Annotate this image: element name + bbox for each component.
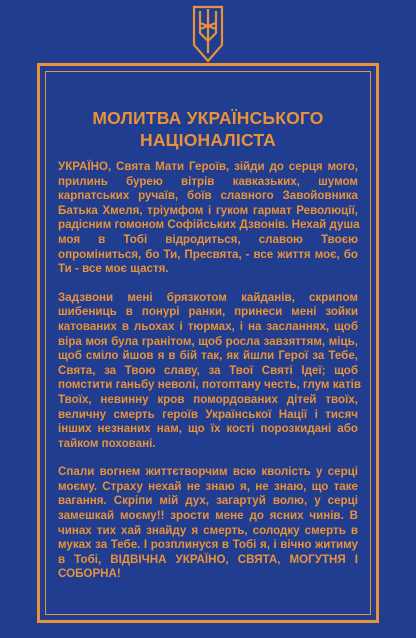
- prayer-line: Ти - все моє щастя.: [58, 262, 169, 276]
- title-line: НАЦІОНАЛІСТА: [140, 130, 276, 150]
- prayer-line: муках за Тебе. І розплинуся в Тобі я, і вічно житиму: [58, 538, 358, 552]
- prayer-line: замешкай моєму!! зрости мене до ясних чинів. В: [58, 509, 358, 523]
- prayer-line: Твоїх, невинну кров помордованих дітей твоїх,: [58, 392, 358, 406]
- prayer-line: інших незнаних нам, що їх кості порозкидані або: [58, 422, 358, 436]
- page-title: [55, 107, 361, 151]
- prayer-line: тайком поховані.: [58, 436, 156, 450]
- prayer-line: прилинь бурею вітрів кавказьких, шумом: [58, 174, 358, 188]
- prayer-paragraph: [58, 160, 358, 277]
- prayer-line: помстити ганьбу неволі, потоптану честь, глум катів: [58, 378, 362, 392]
- prayer-line: віра моя була гранітом, щоб росла завзяттям, міць,: [58, 334, 358, 348]
- prayer-line: вагання. Скріпи мій дух, загартуй волю, у серці: [58, 494, 358, 508]
- prayer-line: моя в Тобі відродиться, славою Твоєю: [58, 232, 358, 246]
- prayer-line: в Тобі, ВІДВІЧНА УКРАЇНО, СВЯТА, МОГУТНЯ І: [58, 552, 358, 566]
- prayer-paragraph: [58, 465, 358, 582]
- prayer-line: опроміниться, бо Ти, Пресвята, - все життя моє, бо: [58, 247, 358, 261]
- prayer-line: шибениць в понурі ранки, принеси мені зойки: [58, 305, 358, 319]
- prayer-line: УКРАЇНО, Свята Мати Героїв, зійди до серця мого,: [58, 160, 358, 173]
- prayer-line: щоб сміло йшов я в бій так, як йшли Герої за Тебе,: [58, 349, 358, 363]
- prayer-line: чинах тих хай знайду я смерть, солодку смерть в: [58, 523, 358, 537]
- prayer-line: СОБОРНА!: [58, 567, 121, 581]
- prayer-line: моєму. Страху нехай не знаю я, не знаю, що таке: [58, 479, 358, 493]
- prayer-line: Спали вогнем життєтворчим всю кволість у серці: [58, 465, 358, 479]
- prayer-line: карпатських ручаїв, боїв славного Завойовника: [58, 189, 358, 203]
- prayer-line: величну смерть героїв Української Нації і тисяч: [58, 407, 358, 421]
- prayer-line: радісним гомоном Софійських Дзвонів. Нехай душа: [58, 218, 360, 232]
- prayer-text: [58, 160, 362, 596]
- prayer-paragraph: [58, 290, 362, 452]
- title-line: МОЛИТВА УКРАЇНСЬКОГО: [92, 108, 324, 128]
- prayer-line: Батька Хмеля, тріумфом і гуком гармат Революції,: [58, 203, 358, 217]
- prayer-line: катованих в льохах і тюрмах, і на засланнях, щоб: [58, 319, 358, 333]
- wolfsangel-trident-icon: [188, 5, 228, 63]
- prayer-line: Задзвони мені брязкотом кайданів, скрипом: [58, 290, 358, 304]
- prayer-line: Свята, за Твою славу, за Твої Святі Ідеї; щоб: [58, 363, 358, 377]
